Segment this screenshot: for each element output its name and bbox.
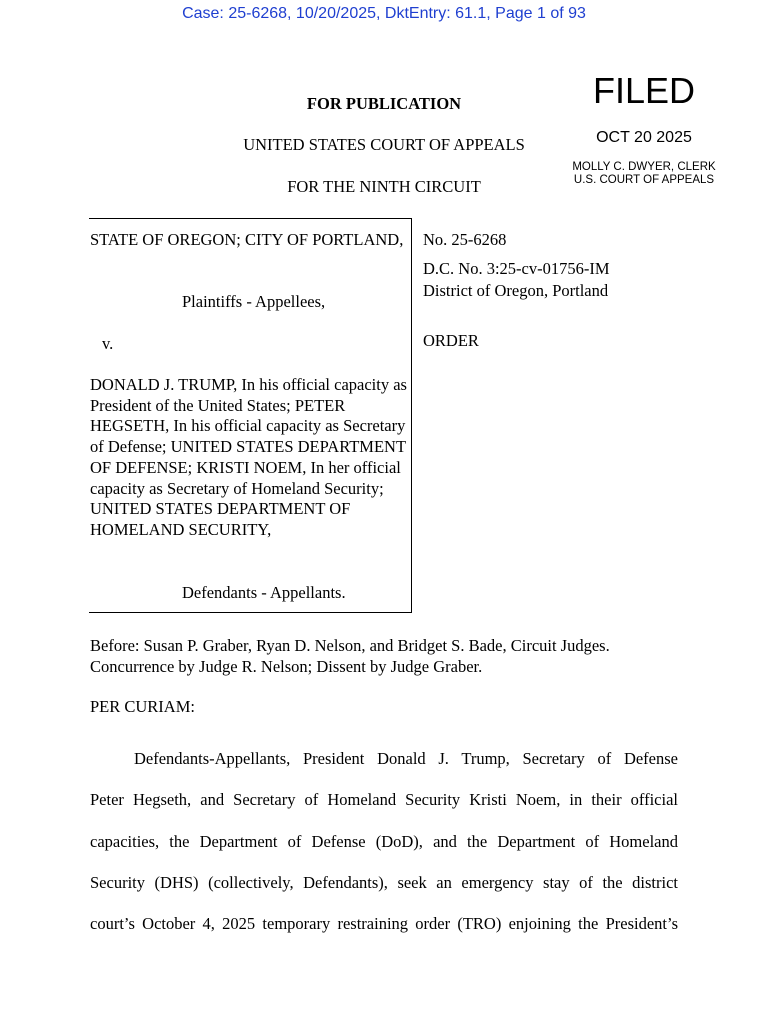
- defendants-role: Defendants - Appellants.: [182, 583, 346, 602]
- docket-header-stamp: Case: 25-6268, 10/20/2025, DktEntry: 61.1, Page 1 of 93: [182, 5, 586, 22]
- opinion-line: Defendants-Appellants, President Donald J. Trump, Secretary of Defense: [134, 749, 678, 768]
- opinion-body: [90, 738, 678, 944]
- per-curiam-heading: PER CURIAM:: [90, 697, 195, 716]
- panel-opinions-line: Concurrence by Judge R. Nelson; Dissent by Judge Graber.: [90, 656, 483, 676]
- filed-date: OCT 20 2025: [596, 129, 692, 146]
- publication-status: FOR PUBLICATION: [306, 94, 462, 113]
- opinion-line: Security (DHS) (collectively, Defendants), seek an emergency stay of the district: [90, 872, 678, 892]
- opinion-line: court’s October 4, 2025 temporary restraining order (TRO) enjoining the President’s: [90, 914, 678, 934]
- panel-judges: [90, 636, 690, 677]
- opinion-line: capacities, the Department of Defense (DoD), and the Department of Homeland: [90, 831, 678, 851]
- opinion-line: Peter Hegseth, and Secretary of Homeland Security Kristi Noem, in their official: [90, 790, 678, 810]
- plaintiffs-role: Plaintiffs - Appellees,: [182, 292, 326, 311]
- district-court-number: D.C. No. 3:25-cv-01756-IM: [423, 259, 610, 278]
- versus-label: v.: [102, 334, 114, 353]
- district-location: District of Oregon, Portland: [423, 281, 609, 300]
- document-type: ORDER: [423, 331, 479, 350]
- court-name: UNITED STATES COURT OF APPEALS: [243, 135, 525, 154]
- circuit-name: FOR THE NINTH CIRCUIT: [287, 177, 481, 196]
- clerk-court: U.S. COURT OF APPEALS: [573, 174, 715, 186]
- panel-before-line: Before: Susan P. Graber, Ryan D. Nelson, and Bridget S. Bade, Circuit Judges.: [90, 636, 610, 655]
- filed-word: FILED: [592, 70, 696, 111]
- clerk-name: MOLLY C. DWYER, CLERK: [572, 161, 716, 173]
- defendants-names: DONALD J. TRUMP, In his official capacity as President of the United States; PETER HEGSETH, In his official capacity as Secretary of Defense; UNITED STATES DEPARTMENT OF DEFENSE; KRISTI NOEM, In her official capacity as Secretary of Homeland Security; UNITED STATES DEPARTMENT OF HOMELAND SECURITY,: [90, 375, 407, 539]
- plaintiffs-names: STATE OF OREGON; CITY OF PORTLAND,: [90, 230, 404, 249]
- case-number: No. 25-6268: [423, 230, 507, 249]
